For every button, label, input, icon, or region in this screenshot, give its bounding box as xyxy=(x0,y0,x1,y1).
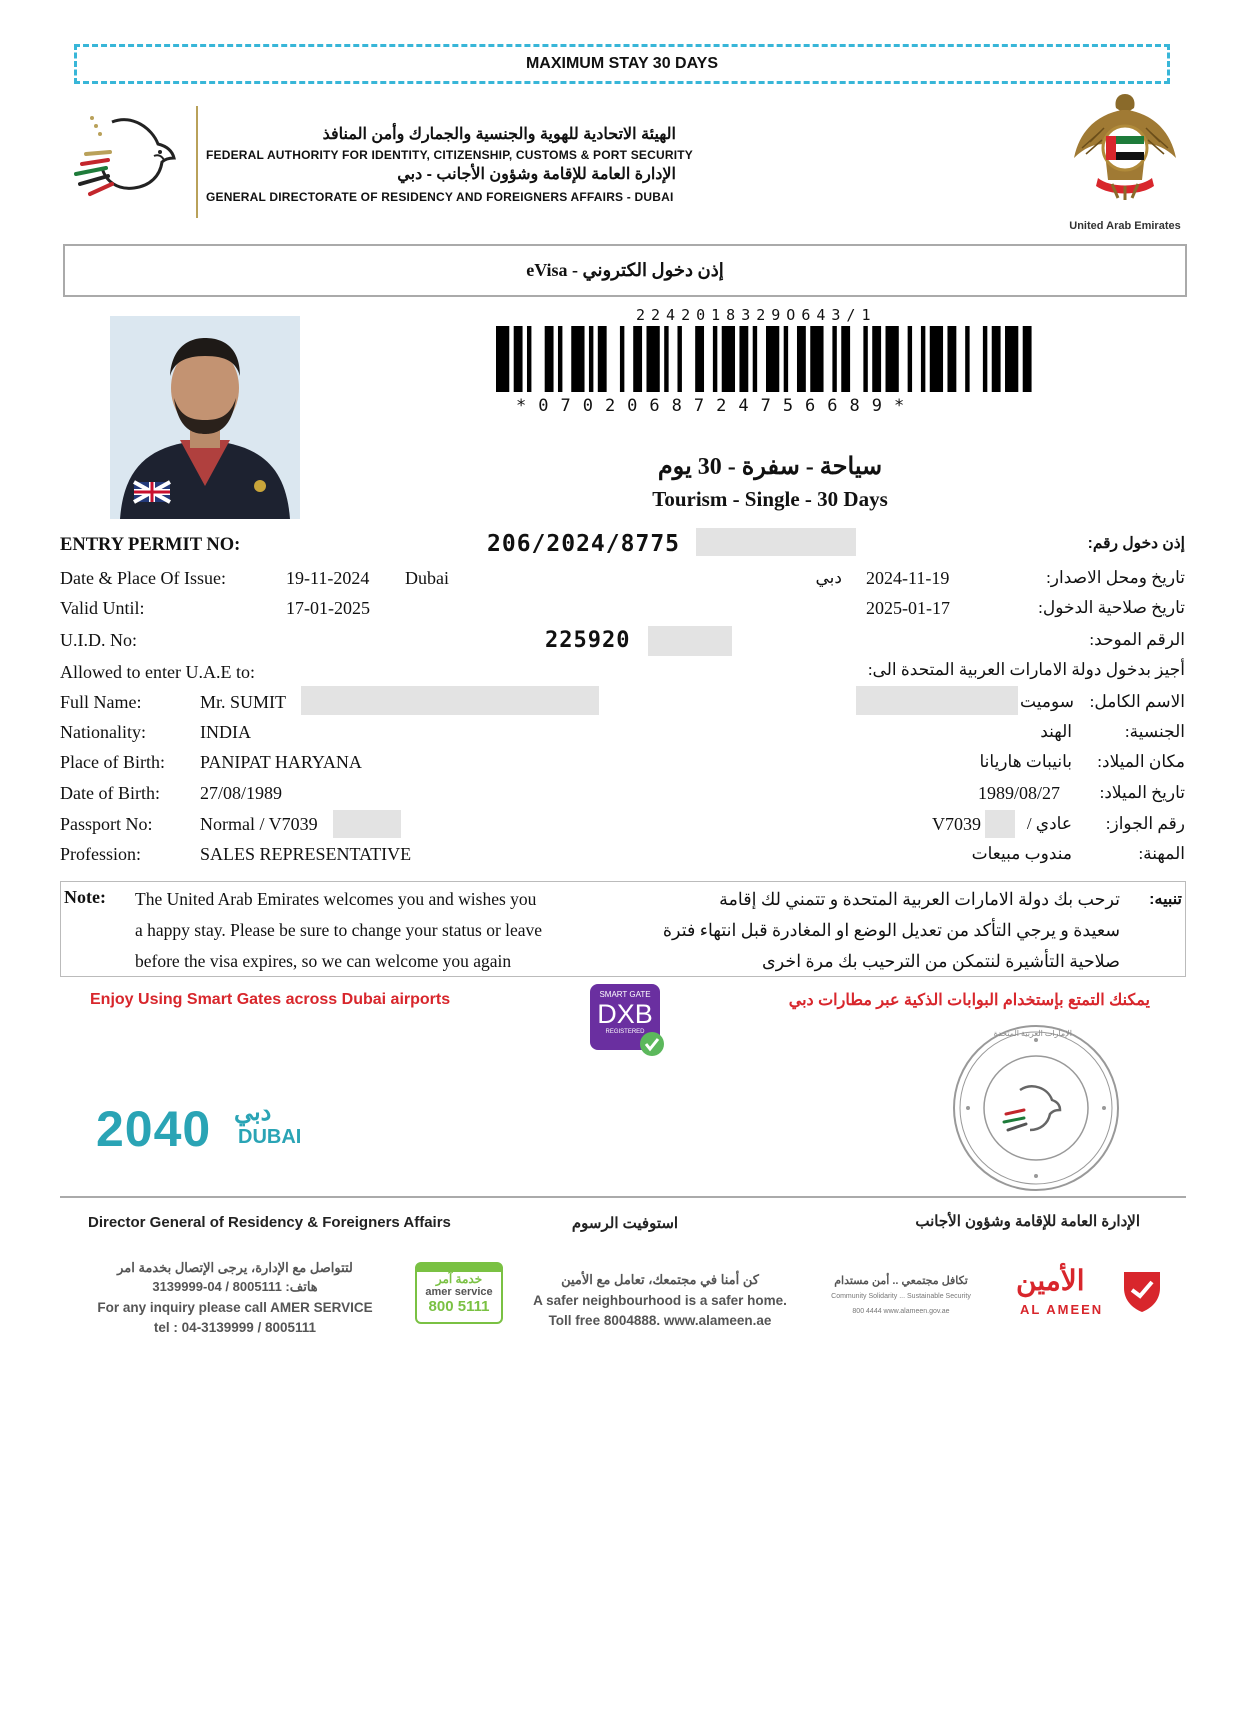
checkmark-icon xyxy=(638,1030,666,1058)
redacted-uid-suffix xyxy=(648,626,732,656)
dob-label-ar: تاريخ الميلاد: xyxy=(1099,783,1185,802)
barcode-bar xyxy=(947,326,956,392)
barcode-bar xyxy=(983,326,987,392)
alameen-tollfree: Toll free 8004888. www.alameen.ae xyxy=(548,1313,772,1328)
barcode-bar xyxy=(841,326,850,392)
amer-badge-en: amer service xyxy=(425,1286,493,1298)
barcode-bar xyxy=(1023,326,1032,392)
amer-contact-ar-2: هاتف: 8005111 / 04-3139999 xyxy=(152,1279,318,1294)
valid-date-ar: 2025-01-17 xyxy=(866,598,950,618)
official-seal-icon xyxy=(950,1022,1122,1194)
logo-divider xyxy=(196,106,198,218)
profession-label-ar: المهنة: xyxy=(1138,844,1185,863)
pob-label-en: Place of Birth: xyxy=(60,752,165,772)
nationality-label-en: Nationality: xyxy=(60,722,146,742)
redacted-passport-ar xyxy=(985,810,1015,838)
barcode-bar xyxy=(664,326,668,392)
alameen-shield-icon xyxy=(1118,1266,1166,1314)
profession-label-en: Profession: xyxy=(60,844,141,864)
uid-number: 225920 xyxy=(545,628,631,653)
barcode-bar xyxy=(810,326,823,392)
barcode-bar xyxy=(766,326,779,392)
dob-label-en: Date of Birth: xyxy=(60,783,160,803)
barcode-bar xyxy=(1005,326,1018,392)
emblem-caption: United Arab Emirates xyxy=(1069,220,1181,232)
valid-date-en: 17-01-2025 xyxy=(286,598,370,618)
pob-en: PANIPAT HARYANA xyxy=(200,752,362,772)
directorate-name-ar: الإدارة العامة للإقامة وشؤون الأجانب - دبي xyxy=(397,166,676,183)
community-en: Community Solidarity ... Sustainable Security xyxy=(831,1293,971,1300)
full-name-en: Mr. SUMIT xyxy=(200,692,287,712)
community-contact: 800 4444 www.alameen.gov.ae xyxy=(852,1308,950,1315)
seal-text: الإمارات العربية المتحدة xyxy=(993,1029,1072,1038)
dob-ar: 1989/08/27 xyxy=(978,783,1061,803)
note-text-en xyxy=(135,884,542,977)
directorate-ar: الإدارة العامة للإقامة وشؤون الأجانب xyxy=(915,1213,1140,1230)
uae-emblem-icon xyxy=(1070,88,1180,206)
amer-contact-ar-1: لتتواصل مع الإدارة، يرجى الإتصال بخدمة امر xyxy=(117,1260,353,1275)
entry-permit-label-ar: إذن دخول رقم: xyxy=(1087,535,1185,552)
barcode-bar xyxy=(514,326,523,392)
community-ar: تكافل مجتمعي .. أمن مستدام xyxy=(834,1275,968,1287)
issue-place-ar: دبي xyxy=(815,568,842,587)
barcode-icon xyxy=(496,326,1036,392)
dubai-2040-ar: دبي xyxy=(234,1099,272,1126)
falcon-logo-icon xyxy=(62,104,192,214)
smart-gate-badge-top: SMART GATE xyxy=(599,990,651,999)
authority-name-en: FEDERAL AUTHORITY FOR IDENTITY, CITIZENSHIP, CUSTOMS & PORT SECURITY xyxy=(206,148,693,162)
entry-permit-number: 206/2024/8775 xyxy=(487,531,681,557)
issue-date-ar: 2024-11-19 xyxy=(866,568,950,588)
barcode-bar xyxy=(589,326,593,392)
barcode-bar xyxy=(558,326,562,392)
visa-type-en: Tourism - Single - 30 Days xyxy=(652,487,888,511)
entry-permit-label-en: ENTRY PERMIT NO: xyxy=(60,535,241,555)
redacted-permit-suffix xyxy=(696,528,856,556)
name-label-ar: الاسم الكامل: xyxy=(1089,692,1185,711)
uid-label-en: U.I.D. No: xyxy=(60,630,137,650)
barcode-bar xyxy=(908,326,912,392)
barcode-bar xyxy=(965,326,969,392)
barcode-bar xyxy=(571,326,584,392)
person-photo-icon xyxy=(110,316,300,519)
barcode-bar xyxy=(886,326,899,392)
amer-badge-stripe xyxy=(417,1264,501,1272)
issue-place-en: Dubai xyxy=(405,568,449,588)
barcode-bar xyxy=(872,326,881,392)
smart-gates-ar: يمكنك التمتع بإستخدام البوابات الذكية عبر مطارات دبي xyxy=(788,992,1150,1009)
barcode-bar xyxy=(545,326,554,392)
barcode-bar xyxy=(677,326,681,392)
note-line-en: The United Arab Emirates welcomes you and wishes you xyxy=(135,889,537,909)
barcode-bottom-number: *0702068724756689* xyxy=(516,396,917,416)
authority-name-ar: الهيئة الاتحادية للهوية والجنسية والجمارك وأمن المنافذ xyxy=(322,126,676,143)
amer-service-badge xyxy=(415,1262,503,1324)
alameen-slogan-en: A safer neighbourhood is a safer home. xyxy=(533,1293,787,1308)
redacted-surname-ar xyxy=(856,686,1018,715)
issue-label-en: Date & Place Of Issue: xyxy=(60,568,226,588)
alameen-slogan-ar: كن أمنا في مجتمعك، تعامل مع الأمين xyxy=(561,1272,759,1287)
nationality-ar: الهند xyxy=(1040,722,1072,741)
evisa-title: eVisa - إذن دخول الكتروني xyxy=(63,244,1187,297)
note-label-ar: تنبيه: xyxy=(1149,891,1182,908)
footer-divider xyxy=(60,1196,1186,1198)
barcode-bar xyxy=(832,326,836,392)
director-general-en: Director General of Residency & Foreigners Affairs xyxy=(88,1214,451,1231)
dubai-2040-number: 2040 xyxy=(96,1101,212,1157)
barcode-bar xyxy=(797,326,806,392)
alameen-logo-ar: الأمين xyxy=(1016,1265,1085,1296)
amer-contact-en-1: For any inquiry please call AMER SERVICE xyxy=(97,1300,373,1315)
visa-type-ar: سياحة - سفرة - 30 يوم xyxy=(657,454,883,480)
amer-badge-number: 800 5111 xyxy=(428,1298,490,1315)
pob-label-ar: مكان الميلاد: xyxy=(1097,752,1185,771)
profession-en: SALES REPRESENTATIVE xyxy=(200,844,412,864)
barcode-bar xyxy=(713,326,717,392)
alameen-logo-en: AL AMEEN xyxy=(1020,1302,1104,1317)
barcode-bar xyxy=(921,326,925,392)
passport-type-ar: عادي / xyxy=(1026,814,1072,833)
allowed-label-ar: أجيز بدخول دولة الامارات العربية المتحدة الى: xyxy=(867,660,1185,679)
issue-label-ar: تاريخ ومحل الاصدار: xyxy=(1046,568,1185,587)
barcode-bar xyxy=(598,326,607,392)
barcode-bar xyxy=(863,326,867,392)
note-line-en: before the visa expires, so we can welcome you again xyxy=(135,951,512,971)
valid-label-ar: تاريخ صلاحية الدخول: xyxy=(1038,598,1185,617)
passport-en: Normal / V7039 xyxy=(200,814,318,834)
pob-ar: بانيبات هاريانا xyxy=(979,752,1072,771)
barcode-bar xyxy=(695,326,704,392)
fees-paid-ar: استوفيت الرسوم xyxy=(571,1215,679,1232)
passport-label-ar: رقم الجواز: xyxy=(1105,814,1185,833)
barcode-top-number: 2242018329O643/1 xyxy=(636,306,877,324)
issue-date-en: 19-11-2024 xyxy=(286,568,370,588)
note-line-en: a happy stay. Please be sure to change your status or leave xyxy=(135,920,543,940)
redacted-passport-en xyxy=(333,810,401,838)
smart-gates-en: Enjoy Using Smart Gates across Dubai airports xyxy=(90,991,451,1008)
dubai-2040-en: DUBAI xyxy=(238,1126,302,1148)
barcode-bar xyxy=(930,326,943,392)
passport-label-en: Passport No: xyxy=(60,814,153,834)
barcode-bar xyxy=(784,326,788,392)
barcode-bar xyxy=(646,326,659,392)
allowed-label-en: Allowed to enter U.A.E to: xyxy=(60,662,255,682)
amer-badge-ar: خدمة آمر xyxy=(435,1272,483,1286)
applicant-photo xyxy=(110,316,300,519)
note-line-ar: ترحب بك دولة الامارات العربية المتحدة و تتمني لك إقامة xyxy=(719,889,1120,909)
max-stay-banner: MAXIMUM STAY 30 DAYS xyxy=(74,44,1170,84)
barcode-bar xyxy=(739,326,748,392)
smart-gate-badge-main: DXB xyxy=(597,999,653,1029)
barcode-bar xyxy=(722,326,735,392)
full-name-ar: سوميت xyxy=(1020,692,1074,711)
barcode-bar xyxy=(753,326,757,392)
amer-contact-en-2: tel : 04-3139999 / 8005111 xyxy=(153,1320,317,1335)
barcode-bar xyxy=(633,326,642,392)
directorate-name-en: GENERAL DIRECTORATE OF RESIDENCY AND FOREIGNERS AFFAIRS - DUBAI xyxy=(206,190,674,204)
note-text-ar xyxy=(640,884,1120,977)
nationality-label-ar: الجنسية: xyxy=(1124,722,1185,741)
passport-number-ar: V7039 xyxy=(932,814,981,834)
nationality-en: INDIA xyxy=(200,722,251,742)
dob-en: 27/08/1989 xyxy=(200,783,283,803)
name-label-en: Full Name: xyxy=(60,692,142,712)
barcode-bar xyxy=(620,326,624,392)
redacted-surname-en xyxy=(301,686,599,715)
barcode-bar xyxy=(496,326,509,392)
profession-ar: مندوب مبيعات xyxy=(971,844,1072,863)
barcode-bar xyxy=(527,326,531,392)
note-line-ar: صلاحية التأشيرة لنتمكن من الترحيب بك مرة اخرى xyxy=(762,951,1120,971)
smart-gate-badge-sub: REGISTERED xyxy=(605,1029,645,1035)
uid-label-ar: الرقم الموحد: xyxy=(1089,630,1185,649)
note-line-ar: سعيدة و يرجي التأكد من تعديل الوضع او المغادرة قبل انتهاء فترة xyxy=(662,920,1120,940)
valid-label-en: Valid Until: xyxy=(60,598,145,618)
barcode-bar xyxy=(992,326,1001,392)
note-label-en: Note: xyxy=(64,887,106,907)
